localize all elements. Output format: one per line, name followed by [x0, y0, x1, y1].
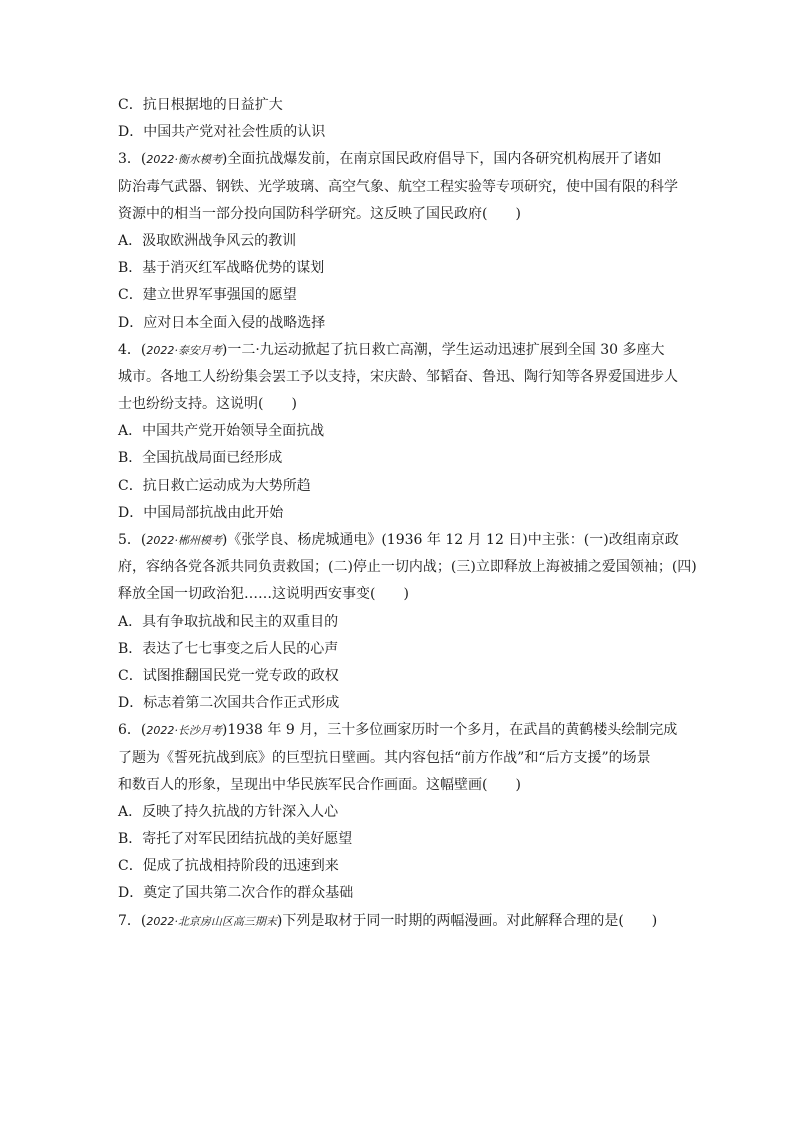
q4-stem-line-1: 4．(2022·泰安月考)一二·九运动掀起了抗日救亡高潮，学生运动迅速扩展到全国 30 多座大 — [118, 341, 665, 358]
q4-option-b: B．全国抗战局面已经形成 — [118, 450, 283, 467]
q6-stem-line-3: 和数百人的形象，呈现出中华民族军民合作画面。这幅壁画( ) — [118, 776, 521, 793]
q5-option-a: A．具有争取抗战和民主的双重目的 — [118, 613, 339, 630]
q6-option-d: D．奠定了国共第二次合作的群众基础 — [118, 885, 354, 902]
q3-stem-line-3: 资源中的相当一部分投向国防科学研究。这反映了国民政府( ) — [118, 205, 521, 222]
q5-option-d: D．标志着第二次国共合作正式形成 — [118, 695, 340, 712]
q3-stem-line-1: 3．(2022·衡水模考)全面抗战爆发前，在南京国民政府倡导下，国内各研究机构展开了诸如 — [118, 151, 662, 168]
q5-stem-line-3: 释放全国一切政治犯……这说明西安事变( ) — [118, 586, 409, 603]
q4-option-d: D．中国局部抗战由此开始 — [118, 504, 284, 521]
q6-option-c: C．促成了抗战相持阶段的迅速到来 — [118, 858, 339, 875]
q5-source: 2022·郴州模考 — [146, 534, 222, 547]
q3-option-d: D．应对日本全面入侵的战略选择 — [118, 314, 326, 331]
q4-option-a: A．中国共产党开始领导全面抗战 — [118, 423, 325, 440]
q6-stem-line-2: 了题为《誓死抗战到底》的巨型抗日壁画。其内容包括“前方作战”和“后方支援”的场景 — [118, 749, 651, 766]
q4-option-c: C．抗日救亡运动成为大势所趋 — [118, 477, 311, 494]
q6-stem-line-1: 6．(2022·长沙月考)1938 年 9 月，三十多位画家历时一个多月，在武昌的黄鹤楼头绘制完成 — [118, 722, 678, 739]
q5-stem-line-2: 府，容纳各党各派共同负责救国；(二)停止一切内战；(三)立即释放上海被捕之爱国领袖；(四) — [118, 559, 697, 576]
q3-stem-line-2: 防治毒气武器、钢铁、光学玻璃、高空气象、航空工程实验等专项研究，使中国有限的科学 — [118, 178, 678, 195]
q3-option-a: A．汲取欧洲战争风云的教训 — [118, 232, 297, 249]
q2-option-d: D．中国共产党对社会性质的认识 — [118, 124, 326, 141]
q5-option-c: C．试图推翻国民党一党专政的政权 — [118, 667, 339, 684]
q3-option-b: B．基于消灭红军战略优势的谋划 — [118, 260, 325, 277]
document-page — [118, 92, 697, 935]
q7-source: 2022·北京房山区高三期末 — [146, 914, 277, 928]
q5-option-b: B．表达了七七事变之后人民的心声 — [118, 640, 339, 657]
q5-stem-line-1: 5．(2022·郴州模考)《张学良、杨虎城通电》(1936 年 12 月 12 日)中主张：(一)改组南京政 — [118, 532, 679, 548]
q6-option-a: A．反映了持久抗战的方针深入人心 — [118, 803, 339, 820]
q6-option-b: B．寄托了对军民团结抗战的美好愿望 — [118, 831, 353, 848]
q4-source: 2022·泰安月考 — [146, 343, 222, 357]
q3-source: 2022·衡水模考 — [146, 153, 222, 167]
q4-stem-line-3: 士也纷纷支持。这说明( ) — [118, 396, 297, 413]
q7-stem-line-1: 7．(2022·北京房山区高三期末)下列是取材于同一时期的两幅漫画。对此解释合理的是( ) — [118, 912, 658, 929]
q3-option-c: C．建立世界军事强国的愿望 — [118, 287, 297, 304]
q4-stem-line-2: 城市。各地工人纷纷集会罢工予以支持，宋庆龄、邹韬奋、鲁迅、陶行知等各界爱国进步人 — [118, 368, 678, 385]
q2-option-c: C．抗日根据地的日益扩大 — [118, 97, 283, 113]
q6-source: 2022·长沙月考 — [146, 724, 222, 738]
